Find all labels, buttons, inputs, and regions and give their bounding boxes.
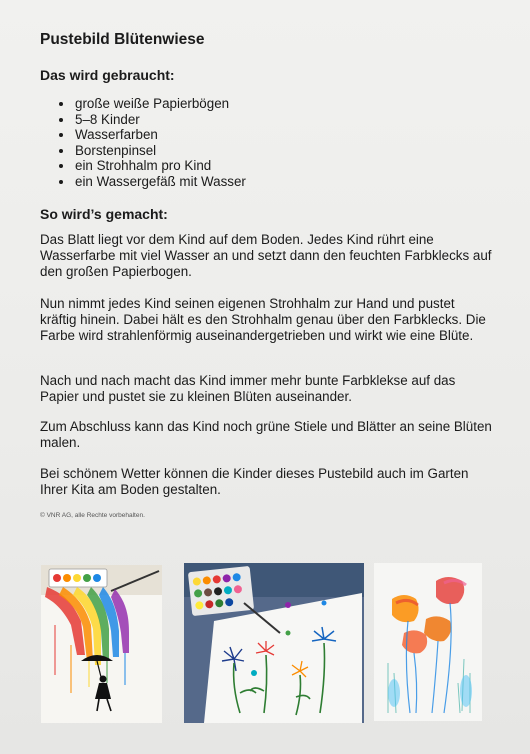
materials-list [57, 96, 246, 190]
bullet-icon [59, 164, 63, 168]
document-title: Pustebild Blütenwiese [40, 31, 205, 48]
instruction-paragraph: Nun nimmt jedes Kind seinen eigenen Strohhalm zur Hand und pustet kräftig hinein. Dabei hält es den Strohhalm genau über den Farbklecks. Die Farbe wird strahlenförmig auseinandergetrieben und wirkt wie eine Blüte. [40, 296, 486, 343]
list-item [57, 143, 246, 159]
list-item-text: Wasserfarben [75, 127, 158, 143]
instruction-paragraph: Nach und nach macht das Kind immer mehr bunte Farbklekse auf das Papier und pustet sie zu kleinen Blüten auseinander. [40, 373, 456, 404]
list-item [57, 112, 246, 128]
list-item [57, 127, 246, 143]
instruction-paragraph: Zum Abschluss kann das Kind noch grüne Stiele und Blätter an seine Blüten malen. [40, 419, 492, 450]
list-item [57, 96, 246, 112]
list-item-text: 5–8 Kinder [75, 111, 140, 127]
copyright-notice: © VNR AG, alle Rechte vorbehalten. [40, 512, 145, 519]
list-item-text: ein Wassergefäß mit Wasser [75, 173, 246, 189]
bullet-icon [59, 133, 63, 137]
list-item [57, 158, 246, 174]
list-item-text: ein Strohhalm pro Kind [75, 158, 212, 174]
bullet-icon [59, 180, 63, 184]
poppies-painting-photo [374, 563, 482, 721]
instructions-heading: So wird’s gemacht: [40, 206, 168, 222]
bullet-icon [59, 102, 63, 106]
list-item-text: Borstenpinsel [75, 142, 157, 158]
bullet-icon [59, 118, 63, 122]
instruction-paragraph: Bei schönem Wetter können die Kinder dieses Pustebild auch im Garten Ihrer Kita am Boden gestalten. [40, 466, 469, 497]
watercolor-box-photo [184, 563, 364, 723]
instruction-paragraph: Das Blatt liegt vor dem Kind auf dem Boden. Jedes Kind rührt eine Wasserfarbe mit viel Wasser an und setzt dann den feuchten Farbklecks auf den großen Papierbogen. [40, 232, 492, 279]
materials-heading: Das wird gebraucht: [40, 67, 175, 83]
bullet-icon [59, 149, 63, 153]
rainbow-painting-photo [41, 565, 162, 723]
list-item-text: große weiße Papierbögen [75, 96, 230, 111]
list-item [57, 174, 246, 190]
